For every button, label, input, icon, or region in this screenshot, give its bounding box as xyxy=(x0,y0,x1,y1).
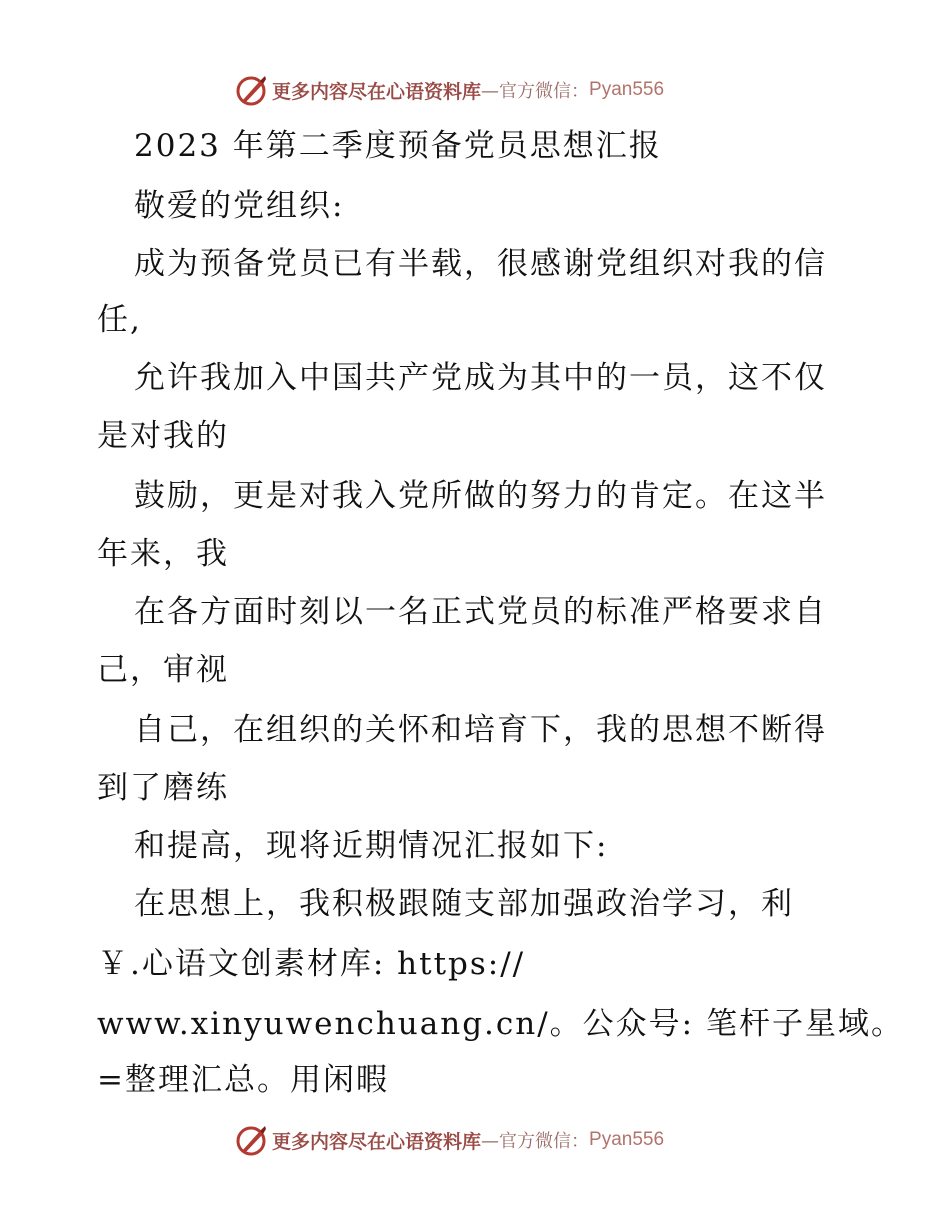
text-line: 己，审视 xyxy=(97,652,229,688)
text-line: 允许我加入中国共产党成为其中的一员，这不仅 xyxy=(134,360,827,396)
text-line: 任, xyxy=(97,302,142,338)
header-watermark-banner xyxy=(234,72,664,108)
banner-main-text: 更多内容尽在心语资料库 xyxy=(272,1130,482,1153)
text-line: 到了磨练 xyxy=(97,770,229,806)
document-title: 2023 年第二季度预备党员思想汇报 xyxy=(134,128,662,164)
footer-watermark-banner xyxy=(234,1122,664,1158)
text-line: 自己，在组织的关怀和培育下，我的思想不断得 xyxy=(134,712,827,748)
banner-wechat-id: Pyan556 xyxy=(589,1129,665,1150)
banner-sub-text: —官方微信： xyxy=(481,81,590,102)
quill-pen-logo-icon xyxy=(234,1123,268,1157)
text-line: ￥.心语文创素材库: https:// xyxy=(97,946,526,982)
text-line: 鼓励，更是对我入党所做的努力的肯定。在这半 xyxy=(134,478,827,514)
text-line: =整理汇总。用闲暇 xyxy=(97,1062,389,1098)
text-line: 成为预备党员已有半载，很感谢党组织对我的信 xyxy=(134,246,827,282)
text-line: 和提高，现将近期情况汇报如下: xyxy=(134,828,609,864)
banner-sub-text: —官方微信： xyxy=(481,1131,590,1152)
quill-pen-logo-icon xyxy=(234,73,268,107)
text-line: 在思想上，我积极跟随支部加强政治学习，利 xyxy=(134,886,794,922)
text-line: 年来，我 xyxy=(97,536,229,572)
text-line: 是对我的 xyxy=(97,418,229,454)
text-line: 在各方面时刻以一名正式党员的标准严格要求自 xyxy=(134,594,827,630)
banner-main-text: 更多内容尽在心语资料库 xyxy=(272,80,482,103)
salutation: 敬爱的党组织: xyxy=(134,188,345,224)
banner-wechat-id: Pyan556 xyxy=(589,79,665,100)
text-line: www.xinyuwenchuang.cn/。公众号: 笔杆子星域。 xyxy=(97,1006,904,1042)
